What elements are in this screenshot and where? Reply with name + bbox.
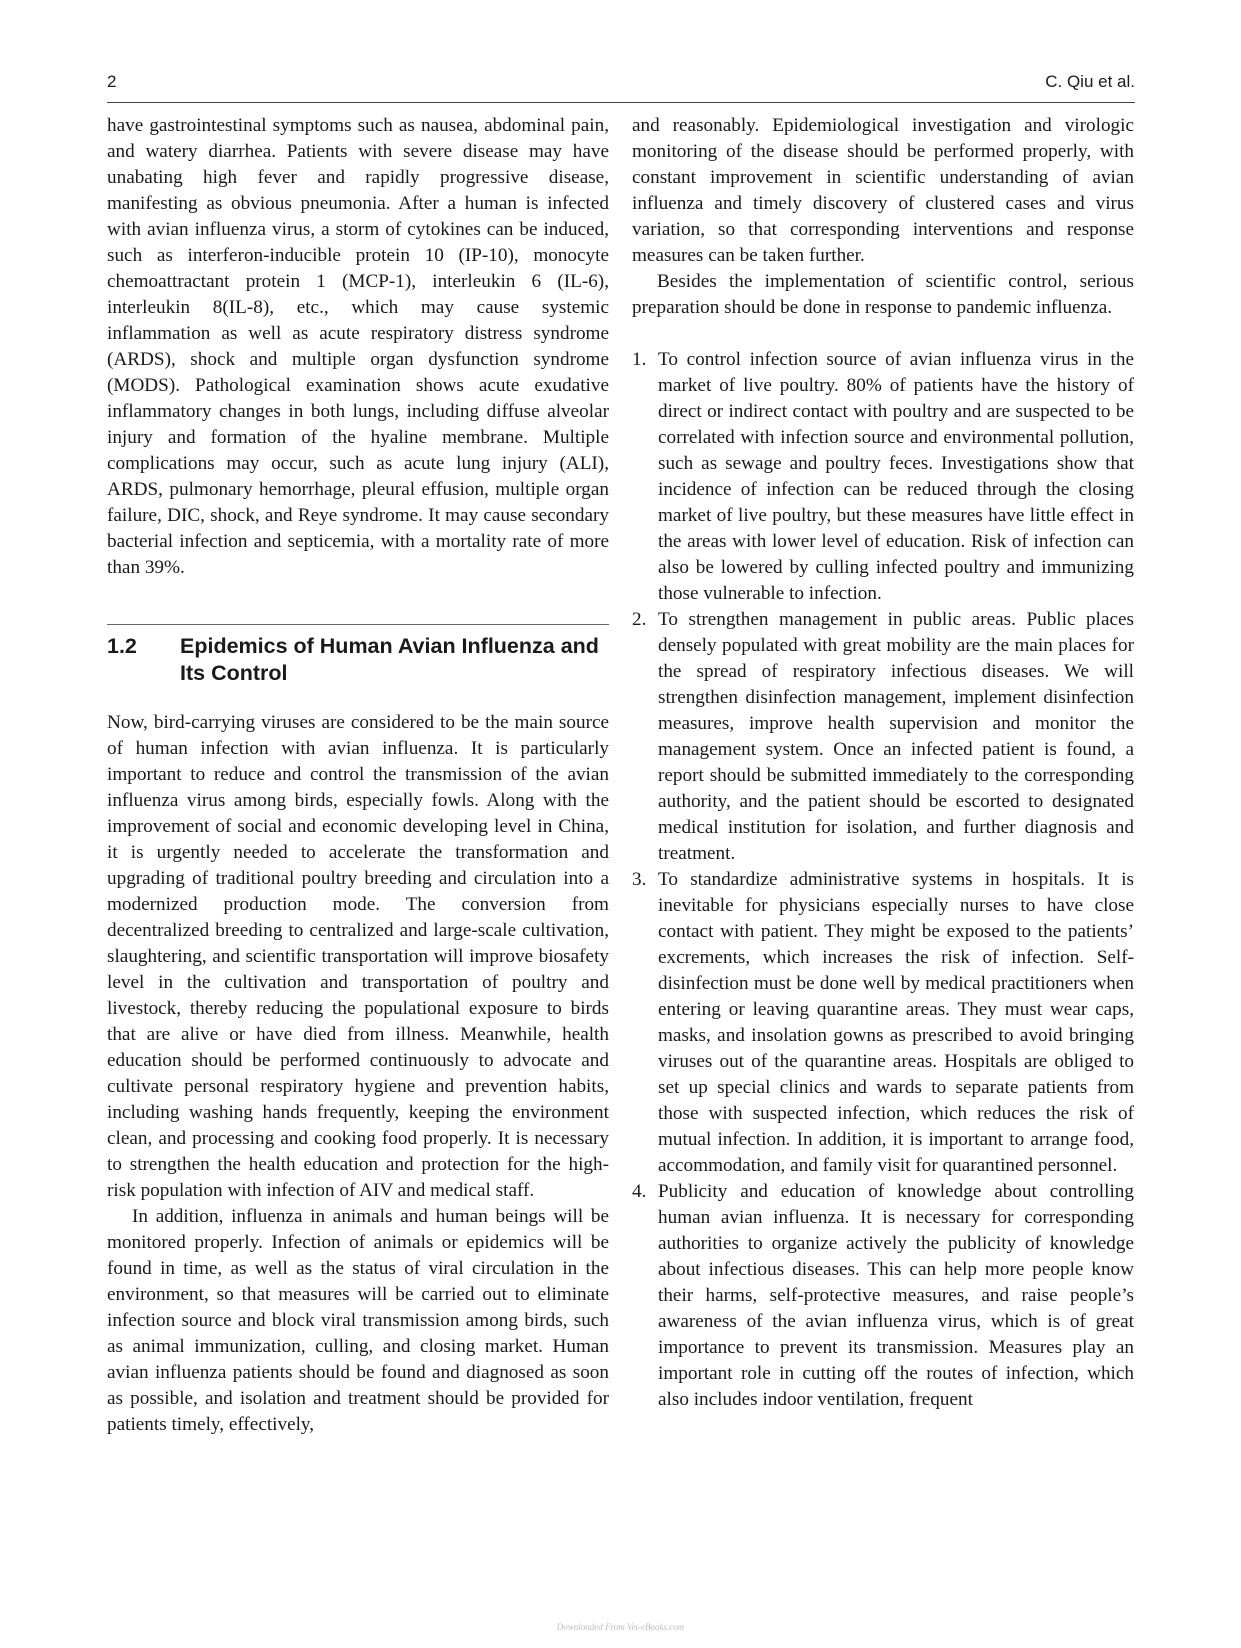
section-heading <box>107 624 609 687</box>
download-watermark: Downloaded From Vet-eBooks.com <box>556 1622 685 1632</box>
running-author: C. Qiu et al. <box>1045 72 1135 91</box>
list-item <box>632 1179 1134 1413</box>
right-column <box>632 113 1134 1413</box>
list-item-number: 3. <box>632 869 647 890</box>
running-head <box>107 72 1135 103</box>
list-item-number: 1. <box>632 349 647 370</box>
list-item-number: 4. <box>632 1181 647 1202</box>
left-column-top <box>107 113 609 581</box>
list-item-number: 2. <box>632 609 647 630</box>
list-item <box>632 867 1134 1179</box>
section-number: 1.2 <box>107 634 137 658</box>
left-column-bottom <box>107 710 609 1438</box>
measures-list <box>632 347 1134 1413</box>
paragraph-monitoring: In addition, influenza in animals and human beings will be monitored properly. Infection of animals or epidemics will be found in time, as well as the status of viral circulation in the environment, so that measures will be carried out to eliminate infection source and block viral transmission among birds, such as animal immunization, culling, and closing market. Human avian influenza patients should be found and diagnosed as soon as possible, and isolation and treatment should be provided for patients timely, effectively, <box>107 1206 609 1435</box>
list-item-text: To standardize administrative systems in hospitals. It is inevitable for physicians especially nurses to have close contact with patient. They might be exposed to the patients’ excrements, which increases the risk of infection. Self-disinfection must be done well by medical practitioners when entering or leaving quarantine areas. They must wear caps, masks, and insolation gowns as prescribed to avoid bringing viruses out of the quarantine areas. Hospitals are obliged to set up special clinics and wards to separate patients from those with suspected infection, which reduces the risk of mutual infection. In addition, it is important to arrange food, accommodation, and family visit for quarantined personnel. <box>658 869 1134 1176</box>
paragraph-bird-viruses: Now, bird-carrying viruses are considered to be the main source of human infection with avian influenza. It is particularly important to reduce and control the transmission of the avian influenza virus among birds, especially fowls. Along with the improvement of social and economic developing level in China, it is urgently needed to accelerate the transformation and upgrading of traditional poultry breeding and circulation into a modernized production mode. The conversion from decentralized breeding to centralized and large-scale cultivation, slaughtering, and scientific transportation will improve biosafety level in the cultivation and transportation of poultry and livestock, thereby reducing the populational exposure to birds that are alive or have died from illness. Meanwhile, health education should be performed continuously to advocate and cultivate personal respiratory hygiene and prevention habits, including washing hands frequently, keeping the environment clean, and processing and cooking food properly. It is necessary to strengthen the health education and protection for the high-risk population with infection of AIV and medical staff. <box>107 712 609 1201</box>
page-number: 2 <box>107 72 117 91</box>
list-item-text: To control infection source of avian influenza virus in the market of live poultry. 80% of patients have the history of direct or indirect contact with poultry and are suspected to be correlated with infection source and environmental pollution, such as sewage and poultry feces. Investigations show that incidence of infection can be reduced through the closing market of live poultry, but these measures have little effect in the areas with lower level of education. Risk of infection can also be lowered by culling infected poultry and immunizing those vulnerable to infection. <box>658 349 1134 604</box>
list-item-text: Publicity and education of knowledge about controlling human avian influenza. It is necessary for corresponding authorities to organize actively the publicity of knowledge about infectious diseases. This can help more people know their harms, self-protective measures, and raise people’s awareness of the avian influenza virus, which is of great importance to prevent its transmission. Measures play an important role in cutting off the routes of infection, which also includes indoor ventilation, frequent <box>658 1181 1134 1410</box>
paragraph-investigation: and reasonably. Epidemiological investigation and virologic monitoring of the disease should be performed properly, with constant improvement in scientific understanding of avian influenza and timely discovery of clustered cases and virus variation, so that corresponding interventions and response measures can be taken further. <box>632 115 1134 266</box>
paragraph-symptoms: have gastrointestinal symptoms such as nausea, abdominal pain, and watery diarrhea. Patients with severe disease may have unabating high fever and rapidly progressive disease, manifesting as obvious pneumonia. After a human is infected with avian influenza virus, a storm of cytokines can be induced, such as interferon-inducible protein 10 (IP-10), monocyte chemoattractant protein 1 (MCP-1), interleukin 6 (IL-6), interleukin 8(IL-8), etc., which may cause systemic inflammation as well as acute respiratory distress syndrome (ARDS), shock and multiple organ dysfunction syndrome (MODS). Pathological examination shows acute exudative inflammatory changes in both lungs, including diffuse alveolar injury and formation of the hyaline membrane. Multiple complications may occur, such as acute lung injury (ALI), ARDS, pulmonary hemorrhage, pleural effusion, multiple organ failure, DIC, shock, and Reye syndrome. It may cause secondary bacterial infection and septicemia, with a mortality rate of more than 39%. <box>107 115 609 578</box>
list-item <box>632 607 1134 867</box>
section-title: Epidemics of Human Avian Influenza and Its Control <box>180 634 599 685</box>
list-item <box>632 347 1134 607</box>
paragraph-preparation: Besides the implementation of scientific control, serious preparation should be done in response to pandemic influenza. <box>632 271 1134 318</box>
list-item-text: To strengthen management in public areas. Public places densely populated with great mobility are the main places for the spread of respiratory infectious diseases. We will strengthen disinfection management, implement disinfection measures, improve health supervision and monitor the management system. Once an infected patient is found, a report should be submitted immediately to the corresponding authority, and the patient should be escorted to designated medical institution for isolation, and further diagnosis and treatment. <box>658 609 1134 864</box>
